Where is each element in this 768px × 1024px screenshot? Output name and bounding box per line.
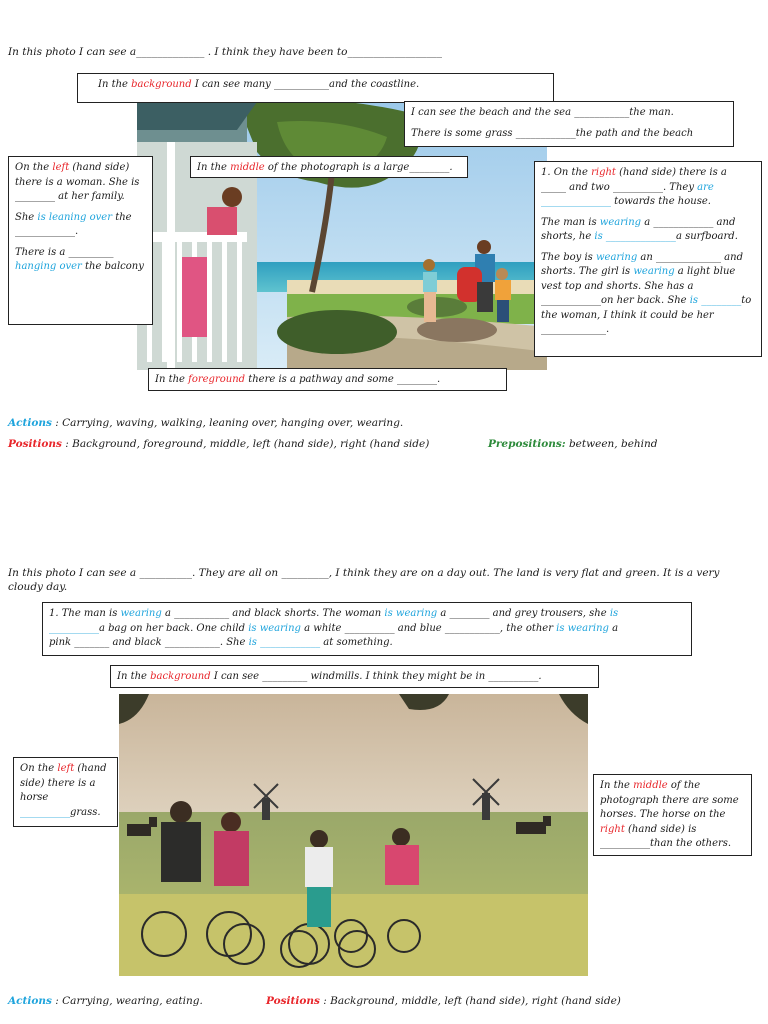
text-fragment: there is a pathway and some ________. xyxy=(245,374,441,385)
text-fragment: 1. The man is xyxy=(49,608,121,619)
keyword-is-wearing: is wearing xyxy=(384,608,438,619)
right-box-1 xyxy=(534,161,762,357)
keyword-background: background xyxy=(150,671,211,682)
text-fragment: a ____________ and shorts, he xyxy=(541,216,736,242)
positions-line-1 xyxy=(8,437,429,451)
actions-label: Actions xyxy=(8,417,52,429)
text-fragment: towards the house. xyxy=(611,196,711,207)
text-fragment: I can see many ___________and the coastline. xyxy=(191,79,420,90)
text-fragment: to the woman, I think it could be her _____________. xyxy=(541,295,752,335)
keyword-are: are ______________ xyxy=(541,181,714,207)
intro-sentence-2b: cloudy day. xyxy=(8,581,68,593)
keyword-left: left xyxy=(57,763,75,774)
intro-sentence-1: In this photo I can see a_____________ . I think they have been to__________________ xyxy=(8,46,442,58)
text-fragment: In the xyxy=(197,162,231,173)
keyword-is: is ____________ xyxy=(248,637,321,648)
keyword-is-wearing: is wearing xyxy=(556,622,609,634)
actions-line-2 xyxy=(8,994,203,1008)
text-fragment: (hand side) there is a woman. She is ________ at her family. xyxy=(15,162,140,202)
text-fragment: In the xyxy=(117,671,151,682)
positions-text: : Background, foreground, middle, left (hand side), right (hand side) xyxy=(61,438,430,450)
text-fragment: (hand side) there is a horse xyxy=(20,763,107,803)
middle-box-2 xyxy=(593,774,752,856)
keyword-left: left xyxy=(52,162,70,173)
actions-label: Actions xyxy=(8,995,52,1007)
positions-label: Positions xyxy=(8,438,62,450)
text-fragment: the balcony xyxy=(81,261,144,272)
keyword-is: is ________ xyxy=(689,295,742,306)
keyword-background: background xyxy=(131,79,192,90)
text-fragment: a white __________ and blue ___________, the other xyxy=(300,622,557,634)
keyword-is: is xyxy=(609,608,619,619)
prepositions-label: Prepositions: xyxy=(488,438,566,450)
text-fragment: grass. xyxy=(70,806,101,818)
text-fragment: a xyxy=(608,622,619,634)
text-fragment: In the xyxy=(155,374,189,385)
beach-sea-box xyxy=(404,101,734,147)
keyword-middle: middle xyxy=(633,780,668,791)
keyword-right: right xyxy=(591,167,616,178)
text-fragment: The boy is xyxy=(541,251,596,263)
text-fragment: I can see _________ windmills. I think they might be in __________. xyxy=(210,671,542,682)
positions-text: : Background, middle, left (hand side), right (hand side) xyxy=(319,995,621,1007)
prepositions-text: between, behind xyxy=(565,438,658,450)
keyword-wearing: wearing xyxy=(633,266,675,277)
beach-line-2: There is some grass ____________the path and the beach xyxy=(411,127,694,139)
text-fragment: a ________ and grey trousers, she xyxy=(437,608,610,619)
text-fragment: a ___________ and black shorts. The woman xyxy=(161,608,385,619)
keyword-is-wearing: is wearing xyxy=(248,622,301,634)
keyword-wearing: wearing xyxy=(120,608,162,619)
middle-box-1 xyxy=(190,156,468,178)
text-fragment: (hand side) is __________than the others. xyxy=(600,823,732,849)
text-fragment: the ____________. xyxy=(15,211,132,237)
text-fragment: She xyxy=(15,211,38,223)
actions-text: : Carrying, waving, walking, leaning over, hanging over, wearing. xyxy=(51,417,404,429)
text-fragment: at something. xyxy=(320,637,393,648)
keyword-right: right xyxy=(600,823,625,835)
cyclists-photo xyxy=(119,694,588,976)
background-box-2 xyxy=(110,665,599,688)
text-fragment: 1. On the xyxy=(541,167,592,178)
keyword-hanging-over: hanging over xyxy=(15,261,82,272)
keyword-leaning-over: is leaning over xyxy=(37,211,113,223)
keyword-foreground: foreground xyxy=(188,374,246,385)
keyword-wearing: wearing xyxy=(595,251,638,263)
beach-line-1: I can see the beach and the sea ___________the man. xyxy=(411,107,674,118)
text-fragment: of the photograph is a large________. xyxy=(264,162,453,173)
keyword-blank: __________ xyxy=(20,806,70,818)
text-fragment: On the xyxy=(15,162,53,173)
positions-label: Positions xyxy=(266,995,320,1007)
left-box-1 xyxy=(8,156,153,325)
positions-line-2 xyxy=(266,994,621,1008)
text-fragment: The man is xyxy=(541,216,600,228)
text-fragment: a light blue vest top and shorts. She has a ____________on her back. She xyxy=(541,266,736,306)
text-fragment: pink _______ and black ___________. She xyxy=(49,637,249,648)
background-box-1 xyxy=(77,73,554,103)
text-fragment: In the xyxy=(98,79,132,90)
text-fragment: On the xyxy=(20,763,58,774)
text-fragment: In the xyxy=(600,780,634,791)
left-box-2 xyxy=(13,757,118,827)
keyword-is: is ______________ xyxy=(594,231,676,242)
text-fragment: a bag on her back. One child xyxy=(99,622,249,634)
text-fragment: (hand side) there is a _____ and two __________. They xyxy=(541,167,727,193)
actions-text: : Carrying, wearing, eating. xyxy=(51,995,203,1007)
keyword-wearing: wearing xyxy=(599,216,642,228)
actions-line-1 xyxy=(8,416,403,430)
keyword-blank: __________ xyxy=(49,622,99,634)
foreground-box-1 xyxy=(148,368,507,391)
text-fragment: There is a _________ xyxy=(15,246,114,258)
text-fragment: a surfboard. xyxy=(675,231,738,242)
text-fragment: of the photograph there are some horses. The horse on the xyxy=(600,780,739,820)
top-box-2 xyxy=(42,602,692,656)
keyword-middle: middle xyxy=(230,162,265,173)
prepositions-line xyxy=(488,437,658,451)
text-fragment: an _____________ and shorts. The girl is xyxy=(541,251,743,277)
intro-sentence-2a: In this photo I can see a __________. They are all on _________, I think they are on a day out. The land is very flat and green. It is a very xyxy=(8,567,720,579)
